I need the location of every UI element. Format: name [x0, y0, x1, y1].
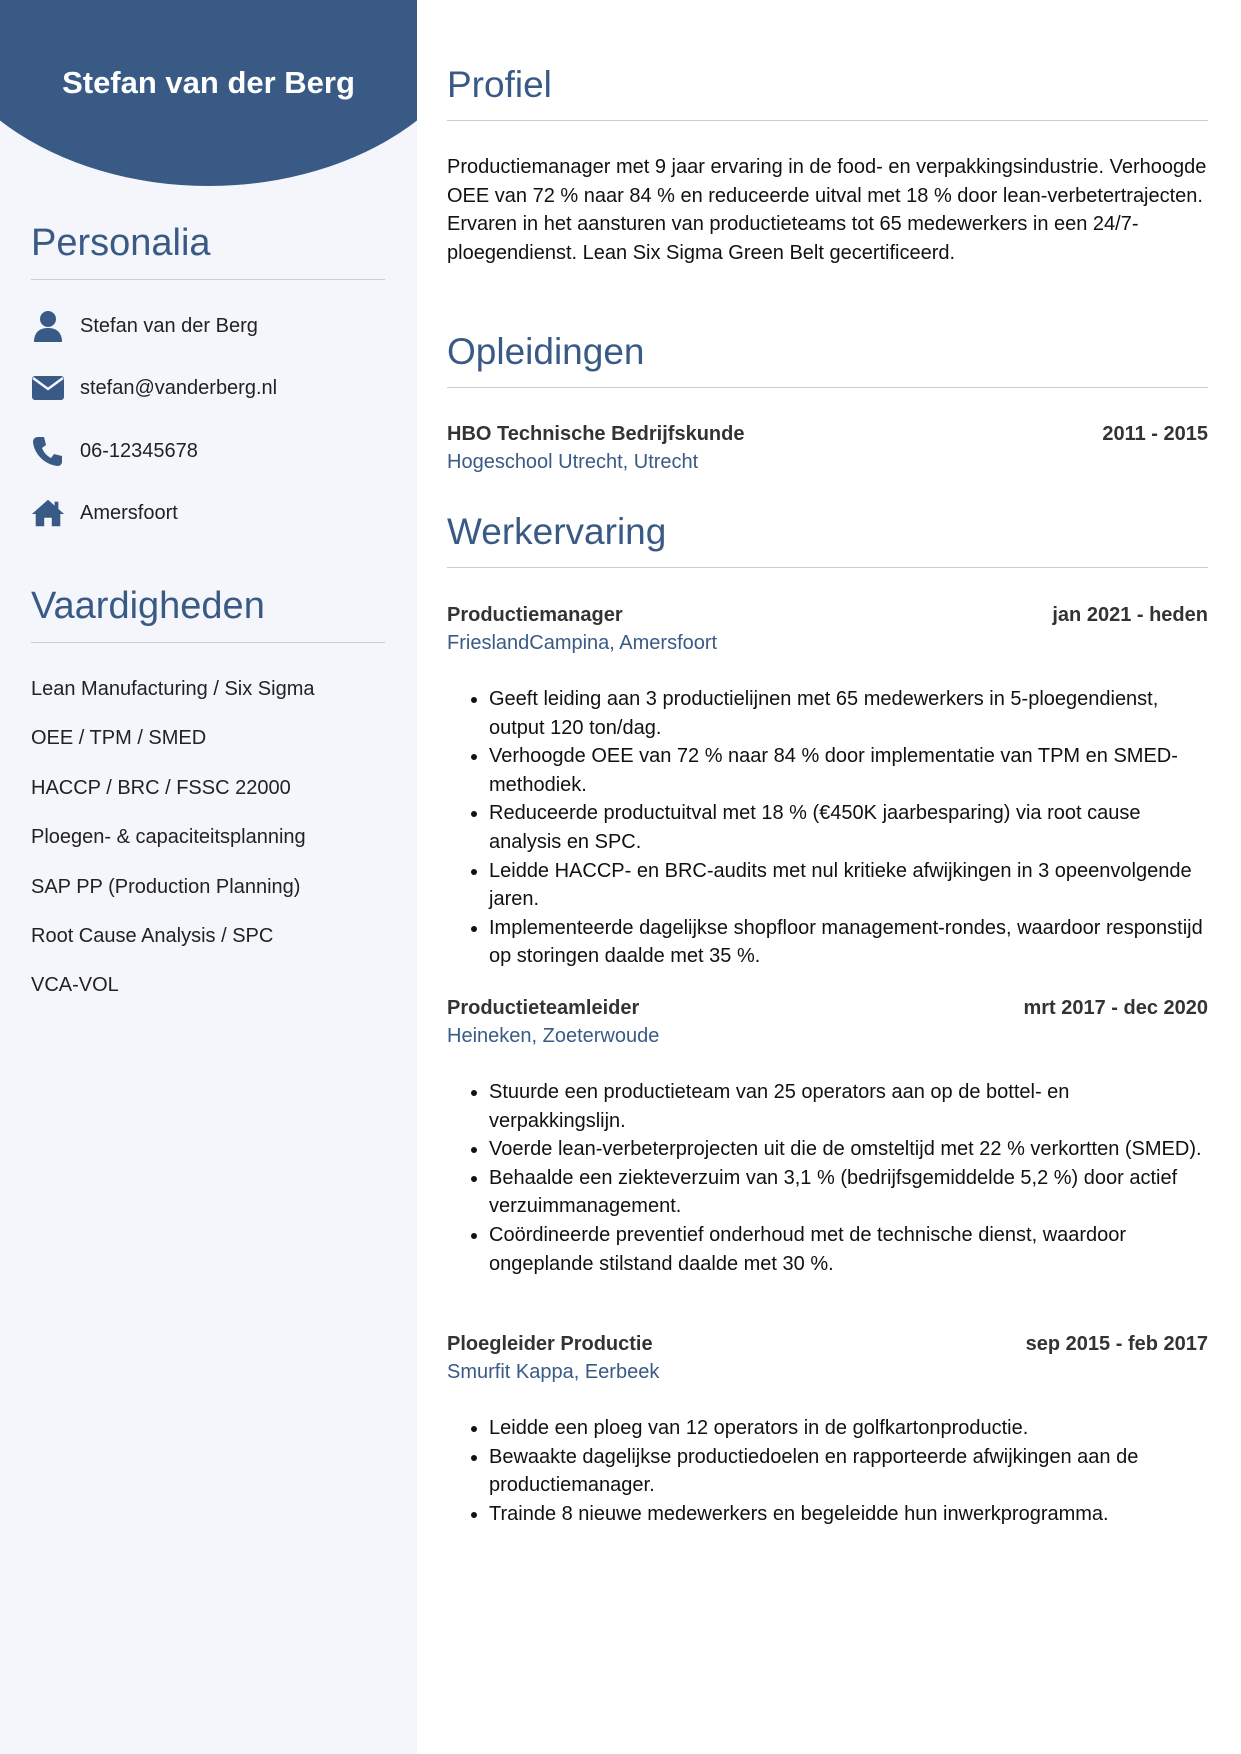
experience-heading: Werkervaring — [447, 511, 1208, 568]
education-entry — [447, 420, 1208, 476]
education-degree: HBO Technische Bedrijfskunde — [447, 423, 745, 445]
job-company: Heineken, Zoeterwoude — [447, 1025, 660, 1047]
job-bullet: • Voerde lean-verbeterprojecten uit die de omsteltijd met 22 % verkortten (SMED). — [489, 1135, 1208, 1164]
contact-email — [31, 370, 277, 406]
job-bullet: • Trainde 8 nieuwe medewerkers en begeleidde hun inwerkprogramma. — [489, 1500, 1208, 1529]
contact-city-text: Amersfoort — [80, 501, 178, 524]
experience-entry — [447, 1330, 1208, 1528]
job-bullets — [447, 1414, 1208, 1528]
contact-city — [31, 495, 178, 531]
profile-heading: Profiel — [447, 64, 1208, 121]
skill-item: VCA-VOL — [31, 974, 119, 997]
sidebar — [0, 0, 417, 1754]
candidate-name: Stefan van der Berg — [62, 65, 355, 100]
job-bullet: • Geeft leiding aan 3 productielijnen met 65 medewerkers in 5-ploegendienst, output 120 ton/dag. — [489, 685, 1208, 742]
skill-item: Lean Manufacturing / Six Sigma — [31, 678, 315, 700]
job-bullet: • Behaalde een ziekteverzuim van 3,1 % (bedrijfsgemiddelde 5,2 %) door actief verzuimmanagement. — [489, 1164, 1208, 1221]
job-title: Ploegleider Productie — [447, 1333, 653, 1355]
job-title: Productiemanager — [447, 604, 623, 626]
job-period: mrt 2017 - dec 2020 — [1023, 997, 1208, 1019]
skills-list — [31, 672, 315, 1018]
job-company: FrieslandCampina, Amersfoort — [447, 632, 718, 654]
contact-email-text: stefan@vanderberg.nl — [80, 376, 278, 399]
job-bullets — [447, 685, 1208, 971]
job-bullet: • Verhoogde OEE van 72 % naar 84 % door implementatie van TPM en SMED-methodiek. — [489, 742, 1208, 799]
job-bullet: • Leidde HACCP- en BRC-audits met nul kritieke afwijkingen in 3 opeenvolgende jaren. — [489, 857, 1208, 914]
education-period: 2011 - 2015 — [1102, 423, 1208, 445]
home-icon — [31, 497, 65, 529]
phone-icon — [31, 435, 65, 467]
job-bullets — [447, 1078, 1208, 1278]
job-bullet: • Stuurde een productieteam van 25 operators aan op de bottel- en verpakkingslijn. — [489, 1078, 1208, 1135]
job-period: sep 2015 - feb 2017 — [1025, 1333, 1208, 1355]
user-icon — [31, 310, 65, 342]
job-bullet: • Implementeerde dagelijkse shopfloor management-rondes, waardoor responstijd op storingen daalde met 35 %. — [489, 914, 1208, 971]
skill-item: Ploegen- & capaciteitsplanning — [31, 826, 306, 849]
job-bullet: • Coördineerde preventief onderhoud met de technische dienst, waardoor ongeplande stilstand daalde met 30 %. — [489, 1221, 1208, 1278]
contact-name-text: Stefan van der Berg — [80, 314, 258, 337]
contact-phone-text: 06-12345678 — [80, 439, 198, 462]
skill-item: HACCP / BRC / FSSC 22000 — [31, 776, 291, 799]
experience-entry — [447, 601, 1208, 971]
job-title: Productieteamleider — [447, 997, 640, 1019]
job-bullet: • Bewaakte dagelijkse productiedoelen en rapporteerde afwijkingen aan de productiemanager. — [489, 1443, 1208, 1500]
experience-entry — [447, 994, 1208, 1278]
personalia-heading: Personalia — [31, 222, 385, 280]
education-school: Hogeschool Utrecht, Utrecht — [447, 451, 699, 473]
contact-name — [31, 308, 258, 344]
skills-heading: Vaardigheden — [31, 585, 385, 643]
job-bullet: • Leidde een ploeg van 12 operators in de golfkartonproductie. — [489, 1414, 1208, 1443]
skill-item: OEE / TPM / SMED — [31, 727, 207, 750]
skill-item: Root Cause Analysis / SPC — [31, 924, 274, 947]
job-period: jan 2021 - heden — [1052, 604, 1208, 626]
education-heading: Opleidingen — [447, 331, 1208, 388]
job-company: Smurfit Kappa, Eerbeek — [447, 1361, 660, 1383]
contact-phone — [31, 433, 198, 469]
skill-item: SAP PP (Production Planning) — [31, 875, 301, 898]
job-bullet: • Reduceerde productuitval met 18 % (€450K jaarbesparing) via root cause analysis en SPC. — [489, 799, 1208, 856]
envelope-icon — [31, 372, 65, 404]
profile-text: Productiemanager met 9 jaar ervaring in de food- en verpakkingsindustrie. Verhoogde OEE van 72 % naar 84 % en reduceerde uitval met 18 % door lean-verbetertrajecten. Ervaren in het aansturen van productieteams tot 65 medewerkers in een 24/7-ploegendienst. Lean Six Sigma Green Belt gecertificeerd. — [447, 156, 1207, 264]
